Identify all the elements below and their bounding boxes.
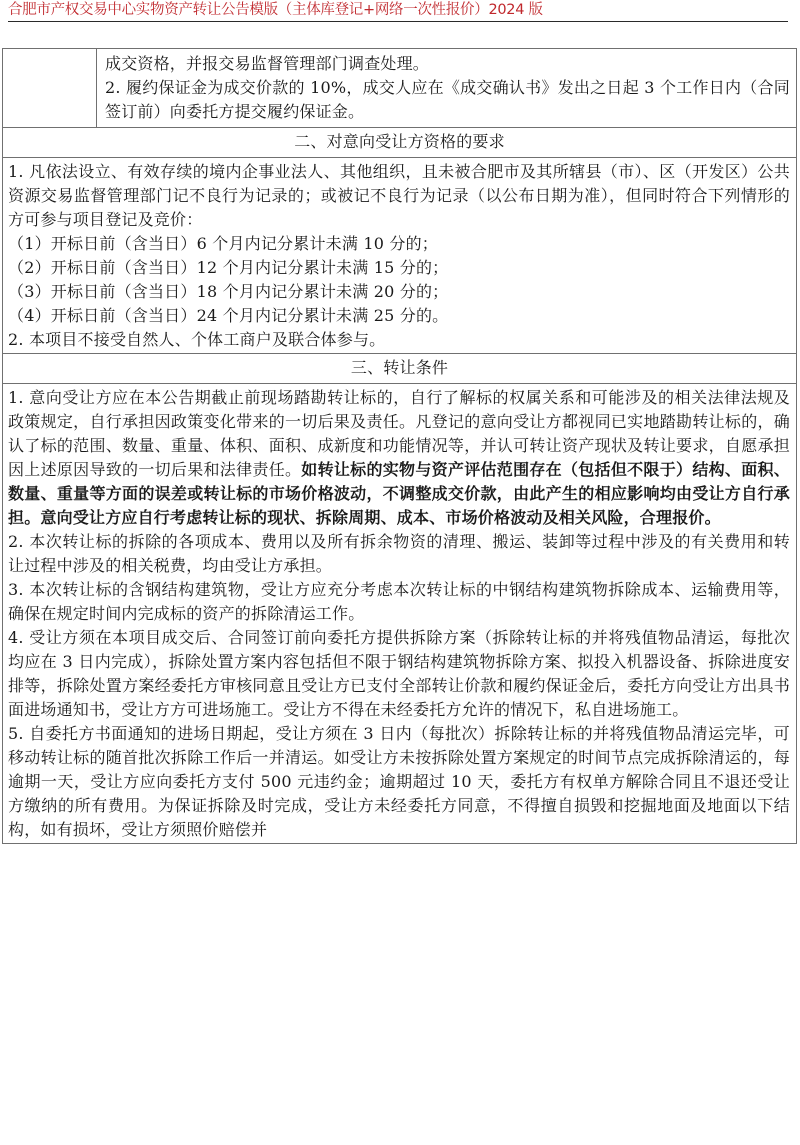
- section-2-title-row: [3, 128, 797, 158]
- condition-item-3: 3. 本次转让标的含钢结构建筑物，受让方应充分考虑本次转让标的中钢结构建筑物拆除成本、运输费用等，确保在规定时间内完成标的资产的拆除清运工作。: [8, 580, 790, 623]
- condition-item-5: 5. 自委托方书面通知的进场日期起，受让方须在 3 日内（每批次）拆除转让标的并将残值物品清运完毕，可移动转让标的随首批次拆除工作后一并清运。如受让方未按拆除处置方案规定的时间节点完成拆除清运的，每逾期一天，受让方应向委托方支付 500 元违约金；逾期超过 10 天，委托方有权单方解除合同且不退还受让方缴纳的所有费用。为保证拆除及时完成，受让方未经委托方同意，不得擅自损毁和挖掘地面及地面以下结构，如有损坏，受让方须照价赔偿并: [8, 724, 790, 839]
- condition-item-2: 2. 本次转让标的拆除的各项成本、费用以及所有拆余物资的清理、搬运、装卸等过程中涉及的有关费用和转让过程中涉及的相关税费，均由受让方承担。: [8, 532, 790, 575]
- document-header-title: 合肥市产权交易中心实物资产转让公告模版（主体库登记+网络一次性报价）2024 版: [8, 2, 543, 18]
- qualification-subitem-1: （1）开标日前（含当日）6 个月内记分累计未满 10 分的；: [8, 234, 438, 253]
- condition-item-4: 4. 受让方须在本项目成交后、合同签订前向委托方提供拆除方案（拆除转让标的并将残值物品清运，每批次均应在 3 日内完成），拆除处置方案内容包括但不限于钢结构建筑物拆除方案、拟投入机器设备、拆除进度安排等，拆除处置方案经委托方审核同意且受让方已支付全部转让价款和履约保证金后，委托方向受让方出具书面进场通知书，受让方方可进场施工。受让方不得在未经委托方允许的情况下，私自进场施工。: [8, 628, 790, 719]
- section-2-body: [3, 158, 797, 354]
- section-2-title: 二、对意向受让方资格的要求: [3, 128, 797, 158]
- empty-label-cell: [3, 49, 97, 128]
- continuation-row: [3, 49, 797, 128]
- condition-item-1-bold-text: 如转让标的实物与资产评估范围存在（包括但不限于）结构、面积、数量、重量等方面的误差或转让标的市场价格波动，不调整成交价款，由此产生的相应影响均由受让方自行承担。意向受让方应自行考虑转让标的现状、拆除周期、成本、市场价格波动及相关风险，合理报价。: [8, 460, 790, 527]
- qualification-item-1: 1. 凡依法设立、有效存续的境内企事业法人、其他组织，且未被合肥市及其所辖县（市）、区（开发区）公共资源交易监督管理部门记不良行为记录的；或被记不良行为记录（以公布日期为准），但同时符合下列情形的方可参与项目登记及竞价：: [8, 162, 790, 229]
- continuation-line: 成交资格，并报交易监督管理部门调查处理。: [105, 54, 430, 73]
- section-2-body-row: [3, 158, 797, 354]
- continuation-cell: [97, 49, 797, 128]
- condition-item-1: [8, 386, 790, 530]
- section-3-body: [3, 384, 797, 844]
- qualification-subitem-2: （2）开标日前（含当日）12 个月内记分累计未满 15 分的；: [8, 258, 449, 277]
- section-3-body-row: [3, 384, 797, 844]
- header-divider: [8, 21, 788, 22]
- qualification-item-2: 2. 本项目不接受自然人、个体工商户及联合体参与。: [8, 330, 386, 349]
- announcement-table: [2, 48, 797, 844]
- performance-bond-clause: 2. 履约保证金为成交价款的 10%，成交人应在《成交确认书》发出之日起 3 个工作日内（合同签订前）向委托方提交履约保证金。: [105, 78, 790, 121]
- qualification-subitem-4: （4）开标日前（含当日）24 个月内记分累计未满 25 分的。: [8, 306, 449, 325]
- section-3-title-row: [3, 354, 797, 384]
- section-3-title: 三、转让条件: [3, 354, 797, 384]
- qualification-subitem-3: （3）开标日前（含当日）18 个月内记分累计未满 20 分的；: [8, 282, 449, 301]
- condition-item-1-text: 1. 意向受让方应在本公告期截止前现场踏勘转让标的，自行了解标的权属关系和可能涉及的相关法律法规及政策规定，自行承担因政策变化带来的一切后果及责任。凡登记的意向受让方都视同已实地踏勘转让标的，确认了标的范围、数量、重量、体积、面积、成新度和功能情况等，并认可转让资产现状及转让要求，自愿承担因上述原因导致的一切后果和法律责任。: [8, 388, 790, 479]
